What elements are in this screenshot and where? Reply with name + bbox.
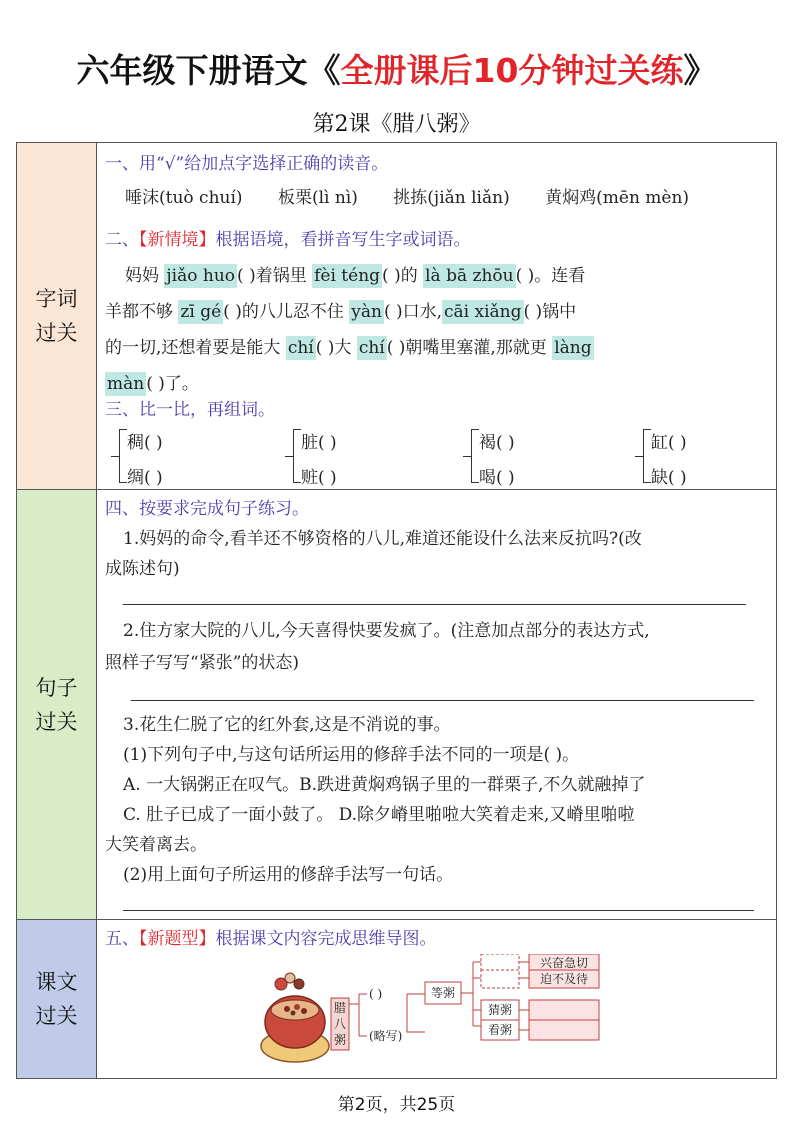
pinyin-highlight: làng [554, 338, 592, 358]
q2-line-2 [105, 297, 770, 322]
section-sentences-content [97, 490, 776, 919]
blank[interactable]: ( )锅中 [523, 302, 577, 322]
q4-sentence-2-cont: 照样子写写“紧张”的状态) [105, 653, 300, 673]
blank-leaf[interactable] [529, 1020, 599, 1040]
blank[interactable]: ( )。连看 [515, 266, 586, 286]
q1-title: 一、用“√”给加点字选择正确的读音。 [105, 154, 389, 174]
q4-option-d-cont: 大笑着离去。 [105, 835, 207, 855]
blank-leaf[interactable] [529, 1000, 599, 1020]
q4-title: 四、按要求完成句子练习。 [105, 499, 309, 519]
compare-word[interactable]: 赃( ) [301, 468, 337, 488]
q4-sentence-2: 2.住方家大院的八儿,今天喜得快要发疯了。(注意加点部分的表达方式, [123, 621, 650, 641]
root-char: 腊 [333, 1001, 347, 1015]
pinyin-highlight: jiǎo huo [166, 266, 236, 286]
q3-title: 三、比一比，再组词。 [105, 400, 275, 420]
title-end: 》 [683, 51, 717, 90]
q4-sentence-3: 3.花生仁脱了它的红外套,这是不消说的事。 [123, 715, 451, 735]
exercise-table [16, 142, 777, 1079]
q5-title [105, 924, 437, 949]
blank[interactable]: ( )了。 [146, 374, 199, 394]
node-guess-text: 猜粥 [487, 1003, 513, 1017]
q4-option-cd[interactable]: C. 肚子已成了一面小鼓了。 D.除夕嵴里啪啦大笑着走来,又嵴里啪啦 [123, 805, 635, 825]
porridge-bowl-icon [261, 973, 329, 1062]
q1-item[interactable]: 黄焖鸡(mēn mèn) [545, 188, 690, 208]
blank-box[interactable] [481, 954, 519, 972]
section-sentences [17, 490, 776, 920]
section-label-words [17, 143, 97, 489]
compare-word[interactable]: 稠( ) [127, 433, 163, 453]
bracket [643, 429, 651, 483]
blank[interactable]: ( )的 [382, 266, 424, 286]
section-label-sentences [17, 490, 97, 919]
compare-word[interactable]: 喝( ) [479, 468, 515, 488]
answer-line[interactable] [131, 700, 754, 701]
compare-word[interactable]: 绸( ) [127, 468, 163, 488]
pinyin-highlight: cāi xiǎng [444, 302, 522, 322]
label-line: 过关 [35, 709, 78, 734]
pinyin-highlight: zī gé [180, 302, 222, 322]
text: 的一切,还想着要是能大 [105, 338, 286, 358]
label-line: 句子 [35, 675, 78, 700]
leaf-eager-text: 迫不及待 [539, 972, 589, 986]
compare-word[interactable]: 缺( ) [651, 468, 687, 488]
q1-item[interactable]: 唾沫(tuò chuí) [125, 188, 243, 208]
q2-line-1 [125, 261, 770, 286]
section-words-content [97, 143, 776, 489]
answer-line[interactable] [123, 604, 746, 605]
mind-map [257, 954, 637, 1074]
blank[interactable]: ( )的八儿忍不住 [223, 302, 350, 322]
label-line: 过关 [35, 1004, 78, 1028]
q4-sentence-3-q1: (1)下列句子中,与这句话所运用的修辞手法不同的一项是( )。 [123, 745, 580, 765]
compare-word[interactable]: 缸( ) [651, 433, 687, 453]
blank[interactable]: ( )大 [315, 338, 357, 358]
blank[interactable]: ( )口水, [383, 302, 443, 322]
bracket [471, 429, 479, 483]
q1-items [125, 183, 770, 208]
title-red: 全册课后10分钟过关练 [340, 51, 684, 90]
label-line: 过关 [35, 321, 78, 345]
blank[interactable]: ( )朝嘴里塞灌,那就更 [386, 338, 553, 358]
bracket [119, 429, 127, 483]
page-title [0, 45, 793, 92]
text: 妈妈 [125, 266, 165, 286]
leaf-excited-text: 兴奋急切 [539, 956, 589, 970]
pinyin-highlight: fèi téng [314, 266, 381, 286]
page-footer: 第2页，共25页 [337, 1095, 456, 1115]
blank[interactable]: ( )着锅里 [237, 266, 313, 286]
node-wait-text: 等粥 [430, 986, 456, 1000]
bracket [293, 429, 301, 483]
q5-rest: 根据课文内容完成思维导图。 [215, 929, 437, 949]
pinyin-highlight: là bā zhōu [425, 266, 514, 286]
root-char: 粥 [333, 1033, 347, 1047]
label-line: 课文 [35, 970, 78, 994]
q4-sentence-1: 1.妈妈的命令,看羊还不够资格的八儿,难道还能设什么法来反抗吗?(改 [123, 529, 642, 549]
answer-line[interactable] [123, 910, 754, 911]
q4-sentence-3-q2: (2)用上面句子所运用的修辞手法写一句话。 [123, 865, 454, 885]
q2-title [105, 225, 471, 250]
q2-prefix: 二、 [105, 230, 139, 250]
pinyin-highlight: màn [107, 374, 145, 394]
q4-option-ab[interactable]: A. 一大锅粥正在叹气。B.跌进黄焖鸡锅子里的一群栗子,不久就融掉了 [123, 775, 646, 795]
q1-item[interactable]: 挑拣(jiǎn liǎn) [393, 188, 510, 208]
branch-b: (略写) [369, 1029, 403, 1043]
root-char: 八 [333, 1017, 347, 1031]
q5-tag: 【新题型】 [139, 929, 216, 949]
title-black: 六年级下册语文《 [76, 51, 341, 90]
pinyin-highlight: chí [358, 338, 385, 358]
q2-line-3 [105, 333, 770, 358]
blank-box[interactable] [481, 970, 519, 988]
q5-prefix: 五、 [105, 929, 139, 949]
q2-rest: 根据语境，看拼音写生字或词语。 [215, 230, 471, 250]
lesson-subtitle: 第2课《腊八粥》 [312, 112, 481, 137]
q2-line-4 [105, 369, 770, 394]
section-text-content [97, 920, 776, 1078]
compare-word[interactable]: 脏( ) [301, 433, 337, 453]
node-see-text: 看粥 [487, 1023, 513, 1037]
section-label-text [17, 920, 97, 1078]
q4-sentence-1-cont: 成陈述句) [105, 559, 180, 579]
q2-tag: 【新情境】 [139, 230, 216, 250]
pinyin-highlight: chí [287, 338, 314, 358]
pinyin-highlight: yàn [351, 302, 382, 322]
branch-a[interactable]: ( ) [369, 987, 383, 1001]
compare-word[interactable]: 褐( ) [479, 433, 515, 453]
section-text [17, 920, 776, 1078]
section-words [17, 143, 776, 490]
text: 羊都不够 [105, 302, 179, 322]
q1-item[interactable]: 板栗(lì nì) [277, 188, 358, 208]
label-line: 字词 [35, 287, 78, 311]
